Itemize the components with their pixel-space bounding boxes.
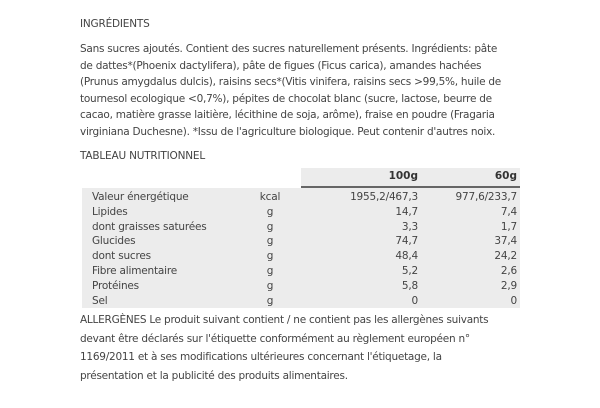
ingredients-text xyxy=(80,41,530,140)
value-100g: 0 xyxy=(411,294,418,307)
nutrient-name: Sel xyxy=(92,294,108,307)
ingredients-line: cacao, matière grasse laitière, lécithine de soja, arôme), fraise en poudre (Fragaria xyxy=(80,109,495,121)
allergens-line: présentation et la publicité des produits alimentaires. xyxy=(80,369,348,382)
table-row xyxy=(82,191,520,206)
table-row xyxy=(82,265,520,280)
value-100g: 5,8 xyxy=(401,279,418,292)
nutrient-unit: g xyxy=(266,250,274,263)
nutrient-unit: g xyxy=(266,265,274,277)
allergens-line: ALLERGÈNES Le produit suivant contient / ne contient pas les allergènes suivants xyxy=(80,314,489,326)
value-60g: 977,6/233,7 xyxy=(455,191,517,203)
nutrient-unit: g xyxy=(266,220,274,233)
table-row xyxy=(82,250,520,265)
ingredients-line: de dattes*(Phoenix dactylifera), pâte de figues (Ficus carica), amandes hachées xyxy=(80,59,482,72)
value-100g: 3,3 xyxy=(401,220,418,233)
value-100g: 48,4 xyxy=(395,250,418,263)
value-60g: 7,4 xyxy=(500,205,517,218)
allergens-line: 1169/2011 et à ses modifications ultérieures concernant l'étiquetage, la xyxy=(80,351,442,363)
nutrition-table-header xyxy=(301,168,520,188)
ingredients-line: (Prunus amygdalus dulcis), raisins secs*(Vitis vinifera, raisins secs >99,5%, huile de xyxy=(80,76,501,88)
nutrient-name: Protéines xyxy=(92,279,139,292)
nutrient-unit: g xyxy=(266,294,274,307)
nutrient-name: Valeur énergétique xyxy=(92,191,189,203)
nutrient-unit: g xyxy=(266,235,274,248)
column-header-60g: 60g xyxy=(494,170,517,182)
table-row xyxy=(82,235,520,250)
value-100g: 14,7 xyxy=(395,205,418,218)
nutrient-name: Fibre alimentaire xyxy=(92,265,177,277)
value-60g: 24,2 xyxy=(494,250,517,263)
ingredients-line: tournesol ecologique <0,7%), pépites de chocolat blanc (sucre, lactose, beurre de xyxy=(80,92,492,105)
nutrient-name: dont graisses saturées xyxy=(92,220,207,233)
table-row xyxy=(82,295,520,310)
allergens-line: devant être déclarés sur l'étiquette conformément au règlement européen n° xyxy=(80,332,470,345)
value-100g: 5,2 xyxy=(401,265,418,277)
value-100g: 74,7 xyxy=(395,235,418,248)
value-100g: 1955,2/467,3 xyxy=(350,191,418,203)
nutrition-heading: TABLEAU NUTRITIONNEL xyxy=(80,150,205,162)
table-row xyxy=(82,221,520,236)
table-row xyxy=(82,280,520,295)
value-60g: 37,4 xyxy=(494,235,517,248)
nutrient-name: dont sucres xyxy=(92,250,151,263)
value-60g: 0 xyxy=(510,294,517,307)
nutrient-unit: g xyxy=(266,279,274,292)
value-60g: 1,7 xyxy=(500,220,517,233)
nutrient-unit: kcal xyxy=(259,191,281,203)
nutrient-unit: g xyxy=(266,205,274,218)
nutrition-table-body xyxy=(82,188,520,308)
nutrient-name: Lipides xyxy=(92,205,128,218)
value-60g: 2,6 xyxy=(500,265,517,277)
ingredients-line: virginiana Duchesne). *Issu de l'agriculture biologique. Peut contenir d'autres noix. xyxy=(80,125,496,138)
allergens-text xyxy=(80,311,530,385)
table-row xyxy=(82,206,520,221)
nutrient-name: Glucides xyxy=(92,235,136,248)
value-60g: 2,9 xyxy=(500,279,517,292)
ingredients-line: Sans sucres ajoutés. Contient des sucres naturellement présents. Ingrédients: pâte xyxy=(80,43,498,55)
column-header-100g: 100g xyxy=(388,170,418,182)
ingredients-heading: INGRÉDIENTS xyxy=(80,18,150,30)
